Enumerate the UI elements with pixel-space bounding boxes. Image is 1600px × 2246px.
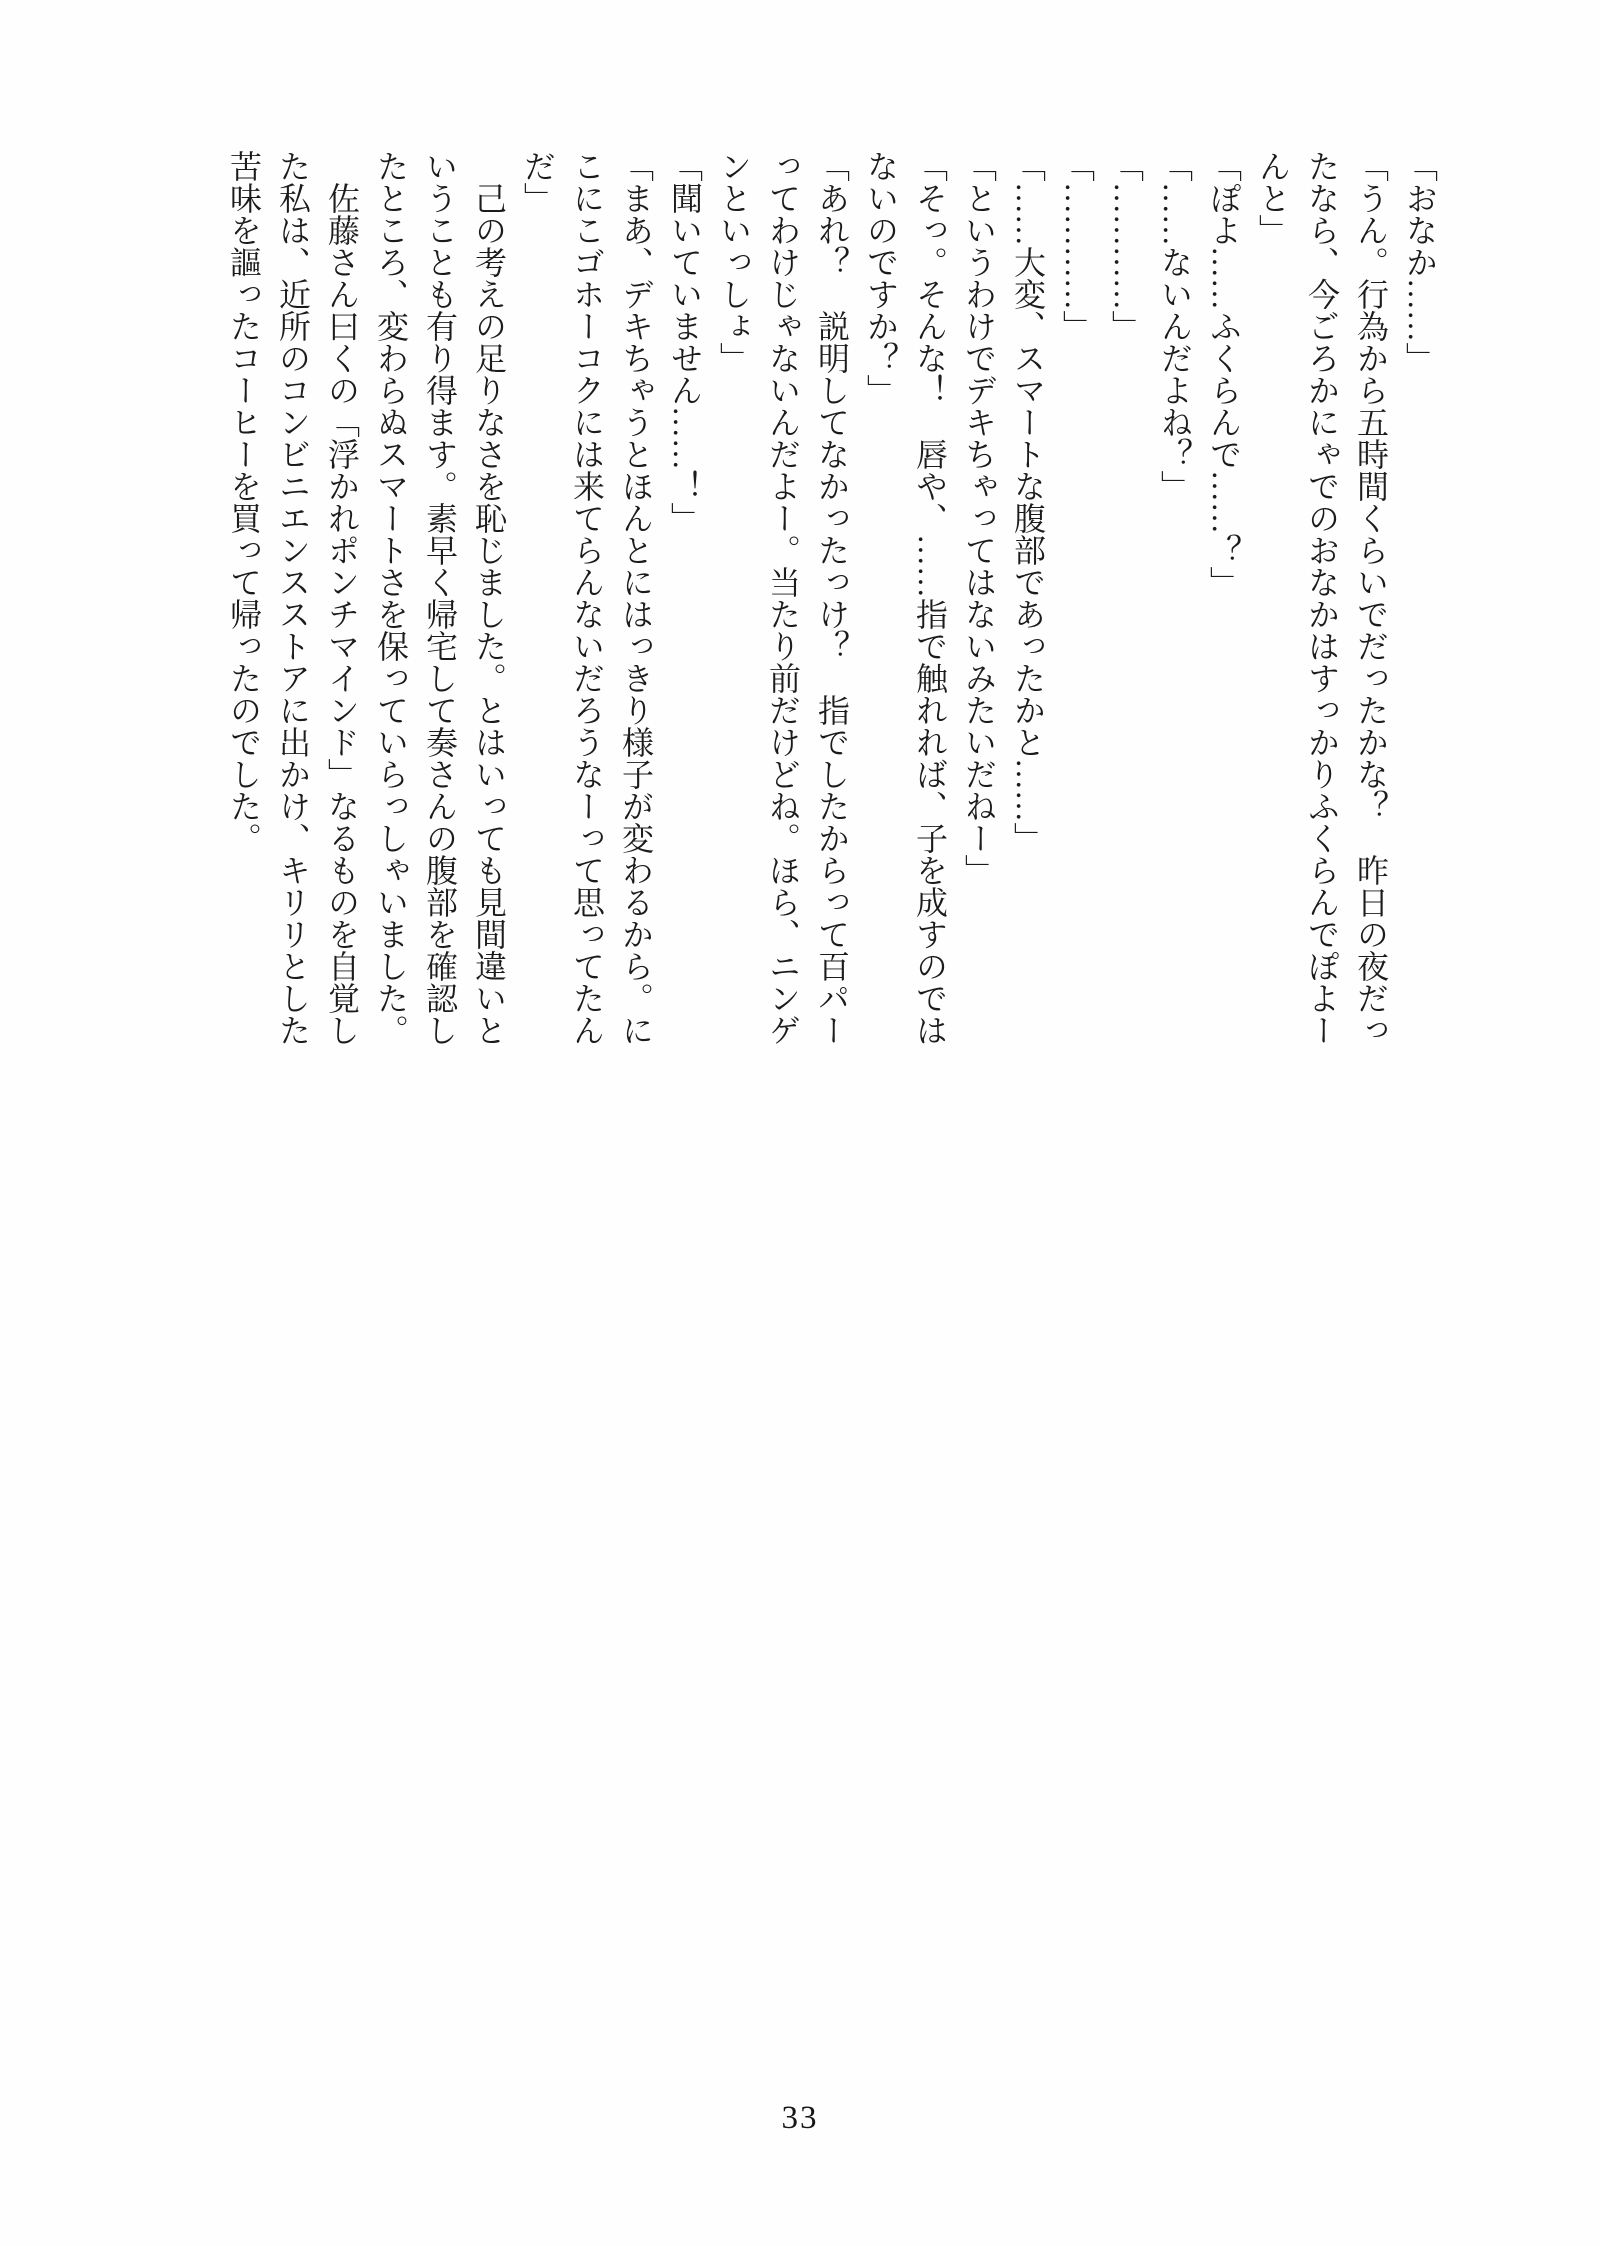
page-number: 33 — [781, 2100, 819, 2136]
text-column: 佐藤さん曰くの「浮かれポンチマインド」なるものを自覚し — [324, 150, 360, 1046]
text-column: 苦味を謳ったコーヒーを買って帰ったのでした。 — [226, 150, 262, 854]
text-column: 「…………」 — [1108, 150, 1144, 342]
text-column: んと」 — [1255, 150, 1291, 246]
text-column: 「ぽよ……ふくらんで……？」 — [1206, 150, 1242, 598]
text-column: ってわけじゃないんだよー。当たり前だけどね。ほら、ニンゲ — [765, 150, 801, 1046]
text-column: 己の考えの足りなさを恥じました。とはいっても見間違いと — [471, 150, 507, 1046]
text-column: 「おなか……」 — [1402, 150, 1438, 374]
text-column: 「あれ？ 説明してなかったっけ？ 指でしたからって百パー — [814, 150, 850, 1046]
text-column: 「まあ、デキちゃうとほんとにはっきり様子が変わるから。に — [618, 150, 654, 1046]
vertical-text-block — [219, 150, 1444, 1110]
text-column: たところ、変わらぬスマートさを保っていらっしゃいました。 — [373, 150, 409, 1046]
text-column: 「そっ。そんな！ 唇や、……指で触れれば、子を成すのでは — [912, 150, 948, 1046]
text-column: ンといっしょ」 — [716, 150, 752, 374]
text-column: 「……ないんだよね？」 — [1157, 150, 1193, 502]
text-column: たなら、今ごろかにゃでのおなかはすっかりふくらんでぽよー — [1304, 150, 1340, 1046]
text-column: ないのですか？」 — [863, 150, 899, 406]
text-column: 「……大変、スマートな腹部であったかと……」 — [1010, 150, 1046, 854]
text-column: だ」 — [520, 150, 556, 214]
text-column: こにこゴホーコクには来てらんないだろうなーって思ってたん — [569, 150, 605, 1046]
text-column: た私は、近所のコンビニエンスストアに出かけ、キリリとした — [275, 150, 311, 1046]
text-column: 「うん。行為から五時間くらいでだったかな？ 昨日の夜だっ — [1353, 150, 1389, 1046]
text-column: 「…………」 — [1059, 150, 1095, 342]
text-column: 「聞いていません……！」 — [667, 150, 703, 534]
text-column: 「というわけでデキちゃってはないみたいだねー」 — [961, 150, 997, 886]
text-column: いうことも有り得ます。素早く帰宅して奏さんの腹部を確認し — [422, 150, 458, 1046]
